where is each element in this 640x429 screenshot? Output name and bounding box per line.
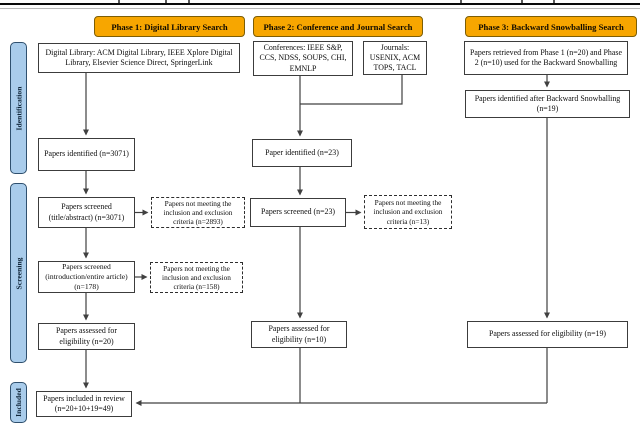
- stage-bar-identification: [10, 42, 27, 174]
- box-p3-papers-retrieved: Papers retrieved from Phase 1 (n=20) and Phase 2 (n=10) used for the Backward Snowballing: [464, 41, 628, 75]
- box-conferences: Conferences: IEEE S&P, CCS, NDSS, SOUPS, CHI, EMNLP: [253, 41, 353, 76]
- phase3-header-label: Phase 3: Backward Snowballing Search: [478, 21, 624, 32]
- page-top-rule-thin: [0, 8, 640, 9]
- box-p1-screened-full-article: Papers screened (introduction/entire article) (n=178): [38, 261, 135, 293]
- phase3-header: [465, 16, 637, 37]
- box-p2-excluded: Papers not meeting the inclusion and exclusion criteria (n=13): [364, 195, 452, 229]
- page-top-rule: [0, 3, 640, 5]
- phase2-header-label: Phase 2: Conference and Journal Search: [263, 21, 413, 32]
- box-p1-excluded-title-abstract: Papers not meeting the inclusion and exclusion criteria (n=2893): [151, 197, 245, 228]
- box-p3-identified-after-snowballing: Papers identified after Backward Snowballing (n=19): [465, 90, 630, 118]
- phase1-header: [94, 16, 245, 37]
- phase1-header-label: Phase 1: Digital Library Search: [111, 21, 228, 32]
- phase2-header: [253, 16, 423, 37]
- box-papers-included-in-review: Papers included in review (n=20+10+19=49): [36, 391, 132, 417]
- box-p2-papers-screened: Papers screened (n=23): [250, 198, 346, 227]
- box-p1-papers-identified: Papers identified (n=3071): [38, 138, 135, 171]
- box-p1-excluded-full-article: Papers not meeting the inclusion and exclusion criteria (n=158): [150, 262, 243, 293]
- box-digital-libraries: Digital Library: ACM Digital Library, IEEE Xplore Digital Library, Elsevier Science Direct, SpringerLink: [38, 43, 240, 73]
- box-p1-screened-title-abstract: Papers screened (title/abstract) (n=3071): [38, 197, 135, 228]
- stage-bar-screening: [10, 183, 27, 363]
- box-p2-paper-identified: Paper identified (n=23): [252, 139, 352, 167]
- stage-label-included: Included: [14, 388, 24, 417]
- box-p3-assessed-eligibility: Papers assessed for eligibility (n=19): [467, 321, 628, 348]
- stage-label-identification: Identification: [14, 86, 24, 130]
- box-p2-assessed-eligibility: Papers assessed for eligibility (n=10): [251, 321, 347, 348]
- box-p1-assessed-eligibility: Papers assessed for eligibility (n=20): [38, 323, 135, 350]
- stage-bar-included: [10, 382, 27, 423]
- box-journals: Journals: USENIX, ACM TOPS, TACL: [363, 41, 427, 75]
- stage-label-screening: Screening: [14, 257, 24, 289]
